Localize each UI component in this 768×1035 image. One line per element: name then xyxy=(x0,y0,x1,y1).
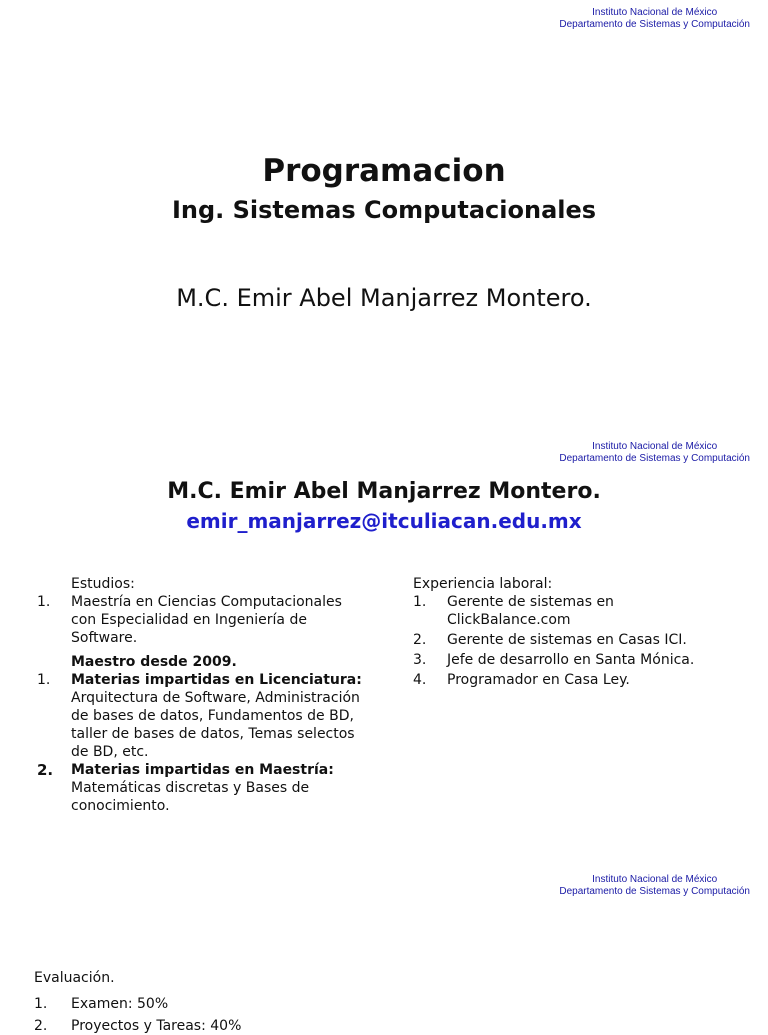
list-text: Maestría en Ciencias Computacionales con Especialidad en Ingeniería de Software. xyxy=(71,594,342,646)
list-item xyxy=(413,651,743,669)
list-item xyxy=(413,671,743,689)
list-text: Jefe de desarrollo en Santa Mónica. xyxy=(447,652,695,668)
evaluacion-section xyxy=(34,969,434,1035)
list-text xyxy=(71,671,362,761)
list-item xyxy=(34,995,434,1013)
header-department: Departamento de Sistemas y Computación xyxy=(559,453,750,464)
list-number: 4. xyxy=(413,672,427,688)
list-number: 1. xyxy=(37,672,51,688)
list-text: Gerente de sistemas en ClickBalance.com xyxy=(447,594,614,628)
list-bold-label: Materias impartidas en Maestría: xyxy=(71,762,334,778)
list-text xyxy=(71,761,362,815)
list-detail: Matemáticas discretas y Bases de conocimiento. xyxy=(71,780,310,814)
list-text: Programador en Casa Ley. xyxy=(447,672,630,688)
slide2-name: M.C. Emir Abel Manjarrez Montero. xyxy=(167,479,601,504)
list-number: 2. xyxy=(413,632,427,648)
slide1-title: Programacion xyxy=(262,153,506,189)
header-institute: Instituto Nacional de México xyxy=(592,7,718,18)
list-item xyxy=(37,761,362,815)
left-column xyxy=(37,575,362,815)
slide1-header xyxy=(559,7,750,31)
list-number: 1. xyxy=(37,594,51,610)
list-number: 2. xyxy=(37,761,54,779)
slide2-header xyxy=(559,441,750,465)
list-item xyxy=(37,671,362,761)
experiencia-heading: Experiencia laboral: xyxy=(413,576,553,592)
evaluacion-heading: Evaluación. xyxy=(34,970,115,986)
list-text: Gerente de sistemas en Casas ICI. xyxy=(447,632,687,648)
list-item xyxy=(413,631,743,649)
list-item xyxy=(37,593,362,647)
list-bold-label: Materias impartidas en Licenciatura: xyxy=(71,672,362,688)
right-column xyxy=(413,575,743,689)
slide2-email: emir_manjarrez@itculiacan.edu.mx xyxy=(186,509,582,533)
list-item xyxy=(34,1017,434,1035)
slide1-author: M.C. Emir Abel Manjarrez Montero. xyxy=(176,284,592,312)
list-number: 1. xyxy=(413,594,427,610)
header-department: Departamento de Sistemas y Computación xyxy=(559,19,750,30)
maestro-heading: Maestro desde 2009. xyxy=(71,654,237,670)
list-detail: Arquitectura de Software, Administración de bases de datos, Fundamentos de BD, taller de bases de datos, Temas selectos de BD, etc. xyxy=(71,690,360,760)
list-number: 3. xyxy=(413,652,427,668)
header-department: Departamento de Sistemas y Computación xyxy=(559,886,750,897)
list-text: Examen: 50% xyxy=(71,996,169,1012)
estudios-heading: Estudios: xyxy=(71,576,135,592)
slide3-header xyxy=(559,874,750,898)
list-item xyxy=(413,593,743,629)
header-institute: Instituto Nacional de México xyxy=(592,874,718,885)
slide1-subtitle: Ing. Sistemas Computacionales xyxy=(171,196,597,224)
header-institute: Instituto Nacional de México xyxy=(592,441,718,452)
list-number: 1. xyxy=(34,996,48,1012)
list-text: Proyectos y Tareas: 40% xyxy=(71,1018,242,1034)
list-number: 2. xyxy=(34,1018,48,1034)
